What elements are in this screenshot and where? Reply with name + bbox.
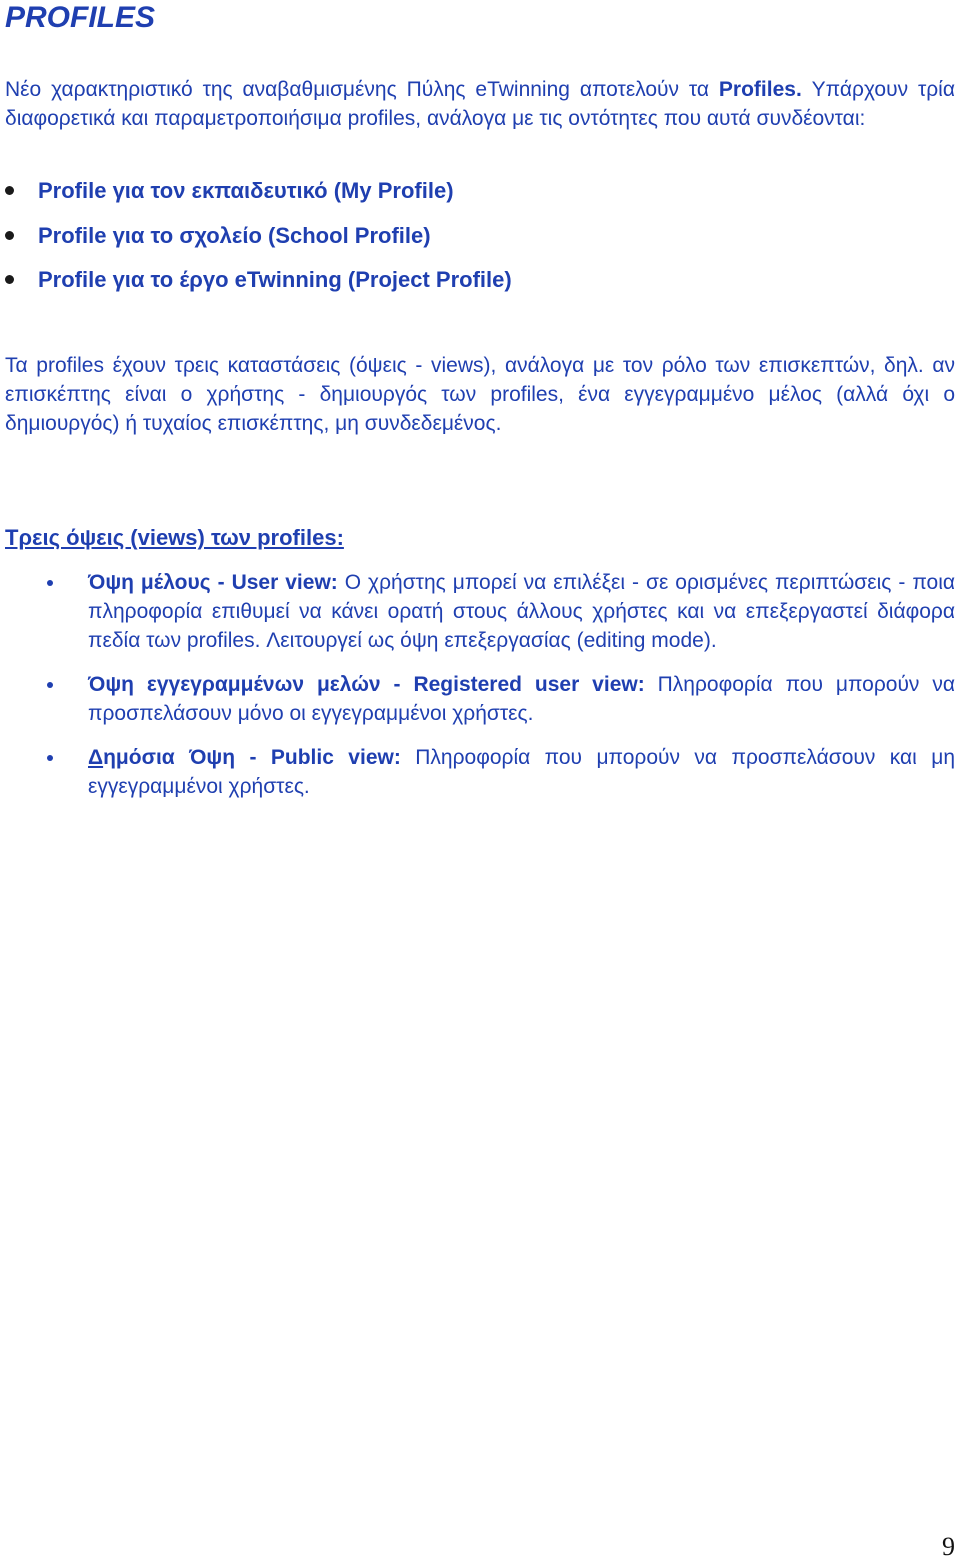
list-item (0, 221, 960, 266)
views-heading: Τρεις όψεις (views) των profiles: (5, 525, 344, 550)
view-text (88, 743, 955, 801)
view-description: Ο χρήστης μπορεί να επιλέξει - σε ορισμένες περιπτώσεις - ποια πληροφορία επιθυμεί να κάνει ορατή στους άλλους χρήστες και να επεξεργαστεί διάφορα πεδία των profiles. Λειτουργεί ως όψη επεξεργασίας (editing mode). (88, 571, 956, 652)
intro-bold-term: Profiles. (718, 78, 802, 101)
bullet-icon (47, 755, 53, 761)
view-term (88, 746, 401, 769)
bullet-icon (47, 580, 53, 586)
view-item (0, 670, 960, 728)
view-term (88, 571, 338, 594)
states-paragraph: Τα profiles έχουν τρεις καταστάσεις (όψεις - views), ανάλογα με τον ρόλο των επισκεπτών, δηλ. αν επισκέπτης είναι ο χρήστης - δημιουργός των profiles, ένα εγγεγραμμένο μέλος (αλλά όχι ο δημιουργός) ή τυχαίος επισκέπτης, μη συνδεδεμένος. (5, 354, 955, 435)
view-description: Πληροφορία που μπορούν να προσπελάσουν μόνο οι εγγεγραμμένοι χρήστες. (88, 673, 955, 725)
profile-type-label: Profile για το σχολείο (School Profile) (38, 222, 431, 248)
profile-types-list (0, 176, 960, 310)
bullet-icon (5, 186, 14, 195)
view-term (88, 673, 645, 696)
view-term-label: Όψη εγγεγραμμένων μελών - Registered user view: (88, 673, 645, 696)
views-list (0, 568, 960, 816)
intro-text: Νέο χαρακτηριστικό της αναβαθμισμένης Πύλης eTwinning αποτελούν τα (5, 78, 719, 101)
view-term-label: Όψη μέλους - User view: (88, 571, 338, 594)
list-item (0, 265, 960, 310)
profile-type-label: Profile για το έργο eTwinning (Project Profile) (38, 267, 512, 292)
bullet-icon (5, 275, 14, 284)
view-text (88, 670, 955, 728)
page-title: PROFILES (5, 1, 156, 34)
bullet-icon (47, 682, 53, 688)
intro-paragraph (5, 75, 955, 133)
profile-type-label: Profile για τον εκπαιδευτικό (My Profile) (38, 178, 454, 203)
view-description: Πληροφορία που μπορούν να προσπελάσουν και μη εγγεγραμμένοι χρήστες. (88, 746, 955, 798)
list-item (0, 176, 960, 221)
intro-rest: Υπάρχουν τρία διαφορετικά και παραμετροποιήσιμα profiles, ανάλογα με τις οντότητες που αυτά συνδέονται: (5, 78, 955, 130)
bullet-icon (5, 231, 14, 240)
view-term-underlined: Δ (88, 746, 104, 769)
view-item (0, 568, 960, 655)
view-term-label: ημόσια Όψη - Public view: (103, 746, 401, 769)
view-item (0, 743, 960, 801)
page-number: 9 (942, 1532, 955, 1561)
view-text (88, 568, 955, 655)
